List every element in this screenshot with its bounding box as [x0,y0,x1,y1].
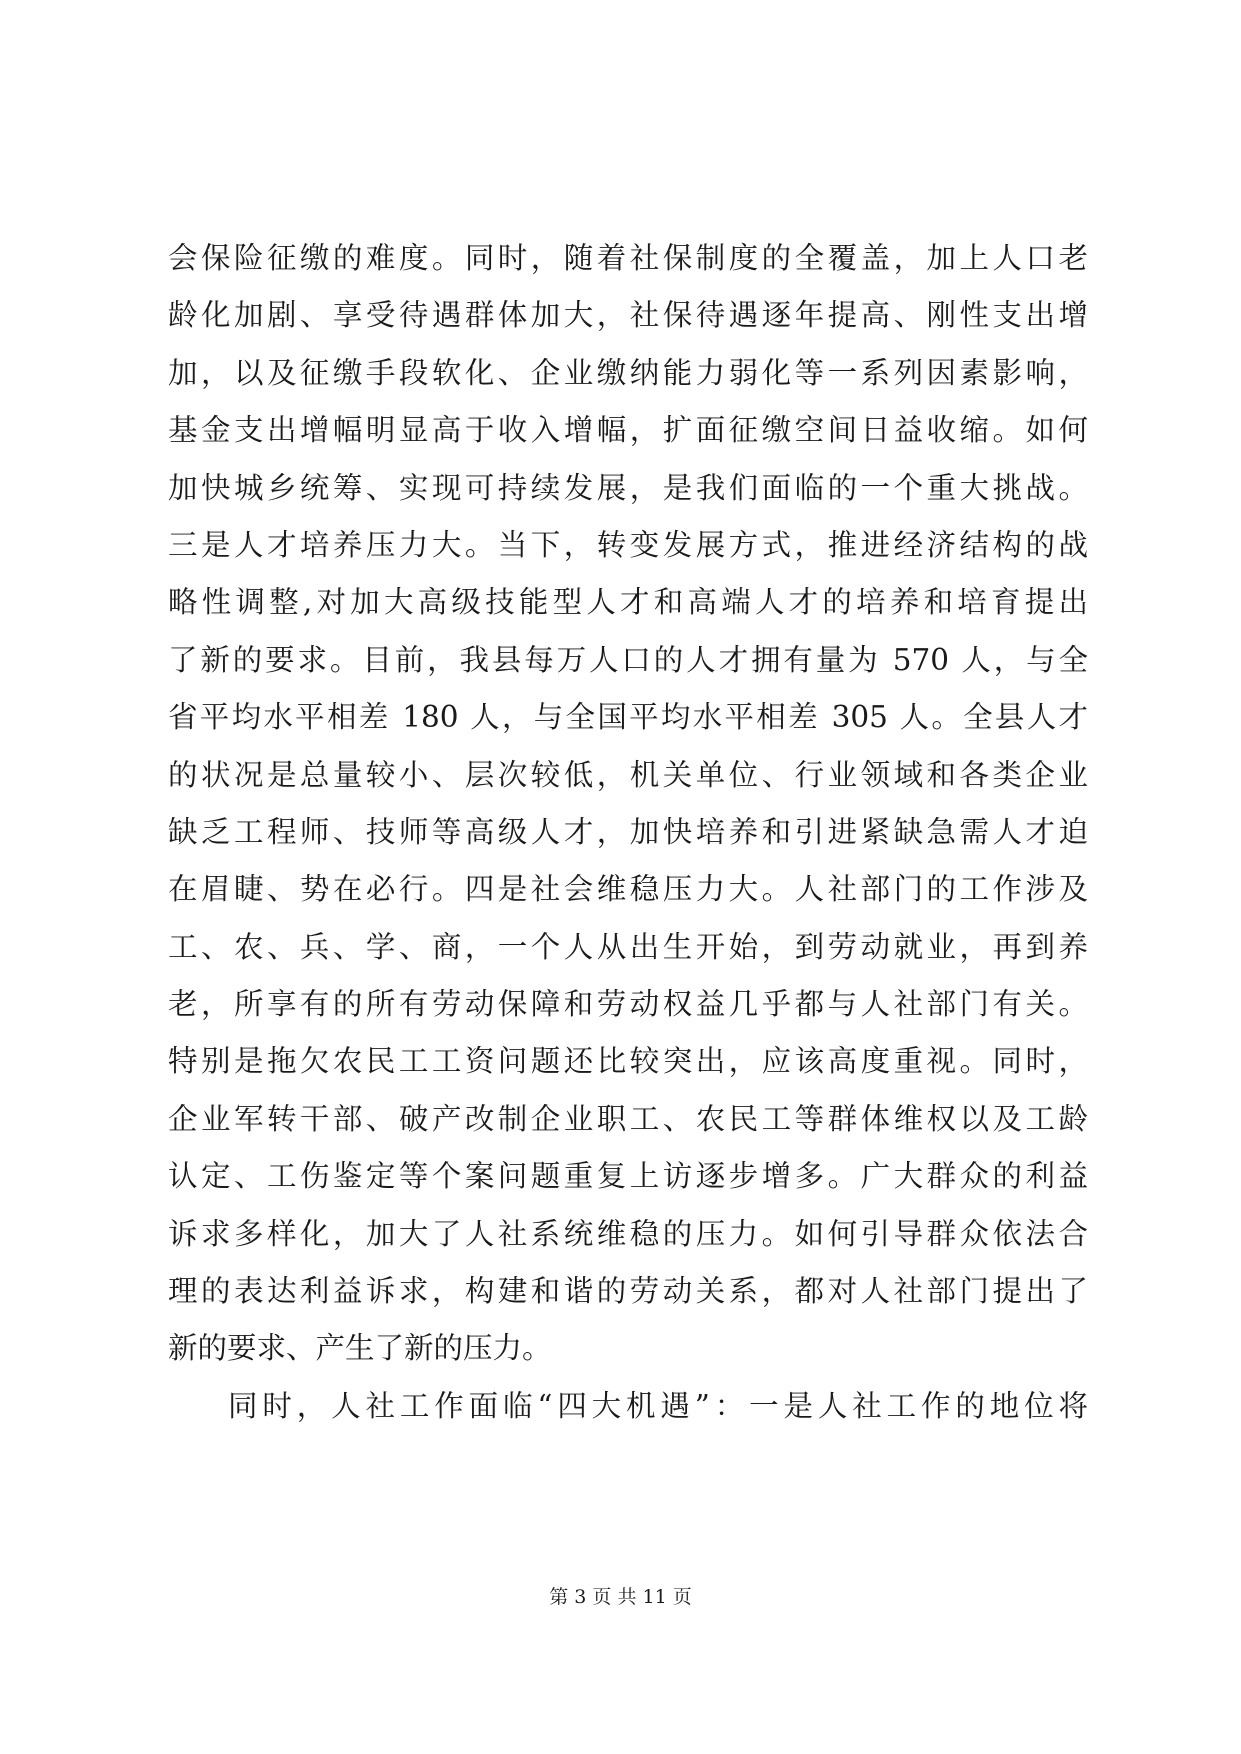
text-line: 理的表达利益诉求，构建和谐的劳动关系，都对人社部门提出了 [168,1274,1088,1309]
text-line: 企业军转干部、破产改制企业职工、农民工等群体维权以及工龄 [168,1101,1088,1136]
body-text [168,230,1088,1435]
text-line: 加，以及征缴手段软化、企业缴纳能力弱化等一系列因素影响， [168,355,1088,390]
text-line: 略性调整,对加大高级技能型人才和高端人才的培养和培育提出 [168,585,1088,620]
paragraph-start-line: 同时，人社工作面临“四大机遇”：一是人社工作的地位将 [228,1388,1088,1423]
text-line: 工、农、兵、学、商，一个人从出生开始，到劳动就业，再到养 [168,929,1088,964]
text-line: 老，所享有的所有劳动保障和劳动权益几乎都与人社部门有关。 [168,987,1088,1022]
text-line: 的状况是总量较小、层次较低，机关单位、行业领域和各类企业 [168,757,1088,792]
text-line: 加快城乡统筹、实现可持续发展，是我们面临的一个重大挑战。 [168,470,1088,505]
text-line: 诉求多样化，加大了人社系统维稳的压力。如何引导群众依法合 [168,1216,1088,1251]
text-line: 会保险征缴的难度。同时，随着社保制度的全覆盖，加上人口老 [168,241,1088,275]
text-line: 基金支出增幅明显高于收入增幅，扩面征缴空间日益收缩。如何 [168,413,1088,448]
text-line: 认定、工伤鉴定等个案问题重复上访逐步增多。广大群众的利益 [168,1159,1088,1194]
text-line: 缺乏工程师、技师等高级人才，加快培养和引进紧缺急需人才迫 [168,814,1088,849]
text-line: 三是人才培养压力大。当下，转变发展方式，推进经济结构的战 [168,527,1088,562]
text-line: 省平均水平相差 180 人，与全国平均水平相差 305 人。全县人才 [168,700,1088,735]
text-line: 龄化加剧、享受待遇群体加大，社保待遇逐年提高、刚性支出增 [168,298,1088,333]
page-footer: 第 3 页 共 11 页 [549,1586,692,1608]
text-line: 特别是拖欠农民工工资问题还比较突出，应该高度重视。同时， [168,1044,1088,1079]
text-line: 了新的要求。目前，我县每万人口的人才拥有量为 570 人，与全 [168,642,1088,677]
text-line: 在眉睫、势在必行。四是社会维稳压力大。人社部门的工作涉及 [168,872,1088,907]
text-line: 新的要求、产生了新的压力。 [168,1331,552,1366]
